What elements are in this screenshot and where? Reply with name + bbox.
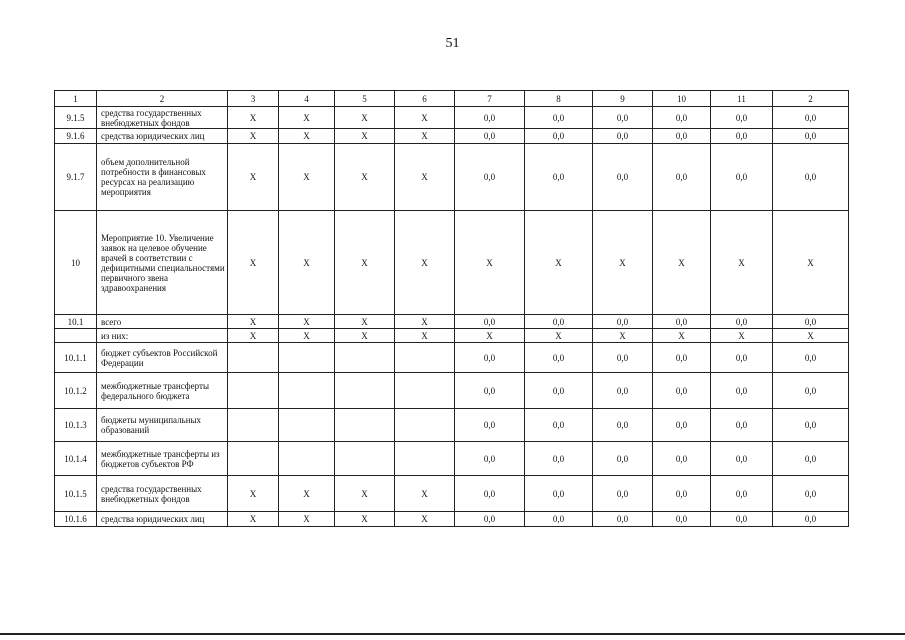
column-number-header: 5 xyxy=(335,91,395,107)
value-cell: X xyxy=(335,315,395,329)
row-description-cell: средства юридических лиц xyxy=(97,512,228,527)
value-cell: 0,0 xyxy=(455,409,525,442)
value-cell: 0,0 xyxy=(711,107,773,129)
value-cell xyxy=(228,343,279,373)
value-cell: 0,0 xyxy=(773,476,849,512)
value-cell: 0,0 xyxy=(525,476,593,512)
value-cell: X xyxy=(711,211,773,315)
value-cell: X xyxy=(228,129,279,144)
value-cell: X xyxy=(228,107,279,129)
value-cell: X xyxy=(228,315,279,329)
value-cell: X xyxy=(653,329,711,343)
value-cell: X xyxy=(228,211,279,315)
value-cell: 0,0 xyxy=(455,343,525,373)
row-id-cell xyxy=(55,329,97,343)
value-cell xyxy=(228,409,279,442)
value-cell: 0,0 xyxy=(773,129,849,144)
value-cell: 0,0 xyxy=(653,409,711,442)
value-cell: 0,0 xyxy=(525,343,593,373)
value-cell: 0,0 xyxy=(653,129,711,144)
value-cell xyxy=(279,373,335,409)
value-cell: 0,0 xyxy=(711,129,773,144)
column-number-header: 8 xyxy=(525,91,593,107)
value-cell: X xyxy=(455,211,525,315)
value-cell: 0,0 xyxy=(653,373,711,409)
value-cell: X xyxy=(335,107,395,129)
value-cell: X xyxy=(335,129,395,144)
table-row xyxy=(55,129,849,144)
value-cell: 0,0 xyxy=(455,512,525,527)
value-cell xyxy=(279,409,335,442)
column-number-header: 2 xyxy=(773,91,849,107)
value-cell xyxy=(395,343,455,373)
value-cell: 0,0 xyxy=(773,144,849,211)
value-cell: X xyxy=(279,107,335,129)
row-id-cell: 10.1.2 xyxy=(55,373,97,409)
value-cell: X xyxy=(228,512,279,527)
row-id-cell: 10.1 xyxy=(55,315,97,329)
value-cell: 0,0 xyxy=(773,442,849,476)
row-id-cell: 10.1.1 xyxy=(55,343,97,373)
row-description-cell: средства юридических лиц xyxy=(97,129,228,144)
column-number-header: 6 xyxy=(395,91,455,107)
value-cell xyxy=(228,442,279,476)
row-description-cell: бюджет субъектов Российской Федерации xyxy=(97,343,228,373)
table-row xyxy=(55,476,849,512)
row-description-cell: средства государственных внебюджетных фондов xyxy=(97,476,228,512)
value-cell: 0,0 xyxy=(525,315,593,329)
value-cell: X xyxy=(395,476,455,512)
value-cell: 0,0 xyxy=(593,442,653,476)
value-cell: 0,0 xyxy=(711,144,773,211)
budget-table xyxy=(54,90,849,527)
value-cell: X xyxy=(395,144,455,211)
value-cell: X xyxy=(279,144,335,211)
value-cell: X xyxy=(228,329,279,343)
value-cell: 0,0 xyxy=(653,343,711,373)
value-cell: 0,0 xyxy=(455,107,525,129)
row-id-cell: 10.1.3 xyxy=(55,409,97,442)
value-cell xyxy=(395,409,455,442)
value-cell: X xyxy=(395,211,455,315)
row-description-cell: бюджеты муниципальных образований xyxy=(97,409,228,442)
value-cell: 0,0 xyxy=(525,107,593,129)
value-cell: 0,0 xyxy=(593,409,653,442)
table-row xyxy=(55,144,849,211)
row-description-cell: всего xyxy=(97,315,228,329)
value-cell: X xyxy=(455,329,525,343)
value-cell: 0,0 xyxy=(593,343,653,373)
table-row xyxy=(55,343,849,373)
value-cell: 0,0 xyxy=(593,129,653,144)
value-cell: 0,0 xyxy=(525,442,593,476)
value-cell: X xyxy=(279,211,335,315)
value-cell: X xyxy=(279,476,335,512)
value-cell: 0,0 xyxy=(593,476,653,512)
value-cell: 0,0 xyxy=(711,373,773,409)
value-cell: X xyxy=(335,211,395,315)
value-cell: 0,0 xyxy=(593,512,653,527)
column-number-header: 7 xyxy=(455,91,525,107)
value-cell: 0,0 xyxy=(455,144,525,211)
value-cell: 0,0 xyxy=(653,144,711,211)
value-cell: 0,0 xyxy=(525,144,593,211)
value-cell: X xyxy=(773,329,849,343)
row-id-cell: 10 xyxy=(55,211,97,315)
row-description-cell: объем дополнительной потребности в финансовых ресурсах на реализацию мероприятия xyxy=(97,144,228,211)
value-cell: X xyxy=(335,144,395,211)
value-cell xyxy=(228,373,279,409)
table-row xyxy=(55,512,849,527)
row-id-cell: 10.1.6 xyxy=(55,512,97,527)
bottom-border-line xyxy=(0,633,905,635)
value-cell: 0,0 xyxy=(653,512,711,527)
table-row xyxy=(55,211,849,315)
value-cell: 0,0 xyxy=(525,373,593,409)
value-cell: X xyxy=(279,129,335,144)
column-number-header: 2 xyxy=(97,91,228,107)
column-number-header: 9 xyxy=(593,91,653,107)
value-cell: 0,0 xyxy=(773,512,849,527)
value-cell: X xyxy=(653,211,711,315)
column-number-header: 10 xyxy=(653,91,711,107)
value-cell xyxy=(395,373,455,409)
table-row xyxy=(55,107,849,129)
value-cell: 0,0 xyxy=(455,442,525,476)
value-cell: X xyxy=(335,329,395,343)
page-number: 51 xyxy=(445,36,460,51)
value-cell: X xyxy=(395,129,455,144)
table-row xyxy=(55,442,849,476)
value-cell: 0,0 xyxy=(593,107,653,129)
table-row xyxy=(55,373,849,409)
row-id-cell: 10.1.4 xyxy=(55,442,97,476)
value-cell: 0,0 xyxy=(525,129,593,144)
value-cell xyxy=(335,373,395,409)
value-cell: 0,0 xyxy=(455,476,525,512)
value-cell: 0,0 xyxy=(525,512,593,527)
value-cell xyxy=(279,442,335,476)
value-cell: X xyxy=(279,315,335,329)
row-description-cell: межбюджетные трансферты из бюджетов субъектов РФ xyxy=(97,442,228,476)
value-cell: X xyxy=(773,211,849,315)
column-number-header: 1 xyxy=(55,91,97,107)
value-cell: X xyxy=(335,476,395,512)
table-row xyxy=(55,409,849,442)
value-cell: X xyxy=(593,329,653,343)
value-cell: X xyxy=(279,512,335,527)
value-cell: 0,0 xyxy=(711,409,773,442)
column-number-header: 3 xyxy=(228,91,279,107)
value-cell: 0,0 xyxy=(455,129,525,144)
table-row xyxy=(55,315,849,329)
value-cell: 0,0 xyxy=(593,373,653,409)
row-id-cell: 9.1.6 xyxy=(55,129,97,144)
value-cell: 0,0 xyxy=(711,442,773,476)
value-cell: X xyxy=(711,329,773,343)
value-cell: 0,0 xyxy=(593,315,653,329)
value-cell: X xyxy=(593,211,653,315)
value-cell xyxy=(335,343,395,373)
value-cell: 0,0 xyxy=(773,107,849,129)
value-cell: X xyxy=(525,329,593,343)
row-id-cell: 10.1.5 xyxy=(55,476,97,512)
value-cell: 0,0 xyxy=(773,343,849,373)
value-cell: 0,0 xyxy=(711,476,773,512)
value-cell: 0,0 xyxy=(653,476,711,512)
value-cell: X xyxy=(228,476,279,512)
value-cell: 0,0 xyxy=(653,315,711,329)
header-row xyxy=(55,91,849,107)
value-cell: 0,0 xyxy=(773,315,849,329)
value-cell: 0,0 xyxy=(455,373,525,409)
row-description-cell: межбюджетные трансферты федерального бюджета xyxy=(97,373,228,409)
value-cell: X xyxy=(279,329,335,343)
value-cell: 0,0 xyxy=(711,343,773,373)
value-cell: X xyxy=(395,107,455,129)
value-cell: X xyxy=(228,144,279,211)
row-description-cell: Мероприятие 10. Увеличение заявок на целевое обучение врачей в соответствии с дефицитными специальностями первичного звена здравоохранения xyxy=(97,211,228,315)
value-cell: X xyxy=(335,512,395,527)
value-cell: 0,0 xyxy=(773,409,849,442)
value-cell: X xyxy=(525,211,593,315)
value-cell: 0,0 xyxy=(711,512,773,527)
value-cell xyxy=(279,343,335,373)
value-cell: X xyxy=(395,315,455,329)
value-cell: 0,0 xyxy=(593,144,653,211)
value-cell xyxy=(335,409,395,442)
value-cell: X xyxy=(395,329,455,343)
row-id-cell: 9.1.5 xyxy=(55,107,97,129)
value-cell: 0,0 xyxy=(653,442,711,476)
value-cell: 0,0 xyxy=(653,107,711,129)
column-number-header: 4 xyxy=(279,91,335,107)
value-cell: 0,0 xyxy=(525,409,593,442)
column-number-header: 11 xyxy=(711,91,773,107)
value-cell: 0,0 xyxy=(455,315,525,329)
table-row xyxy=(55,329,849,343)
value-cell: X xyxy=(395,512,455,527)
row-description-cell: из них: xyxy=(97,329,228,343)
value-cell xyxy=(335,442,395,476)
value-cell xyxy=(395,442,455,476)
value-cell: 0,0 xyxy=(773,373,849,409)
value-cell: 0,0 xyxy=(711,315,773,329)
row-description-cell: средства государственных внебюджетных фондов xyxy=(97,107,228,129)
row-id-cell: 9.1.7 xyxy=(55,144,97,211)
